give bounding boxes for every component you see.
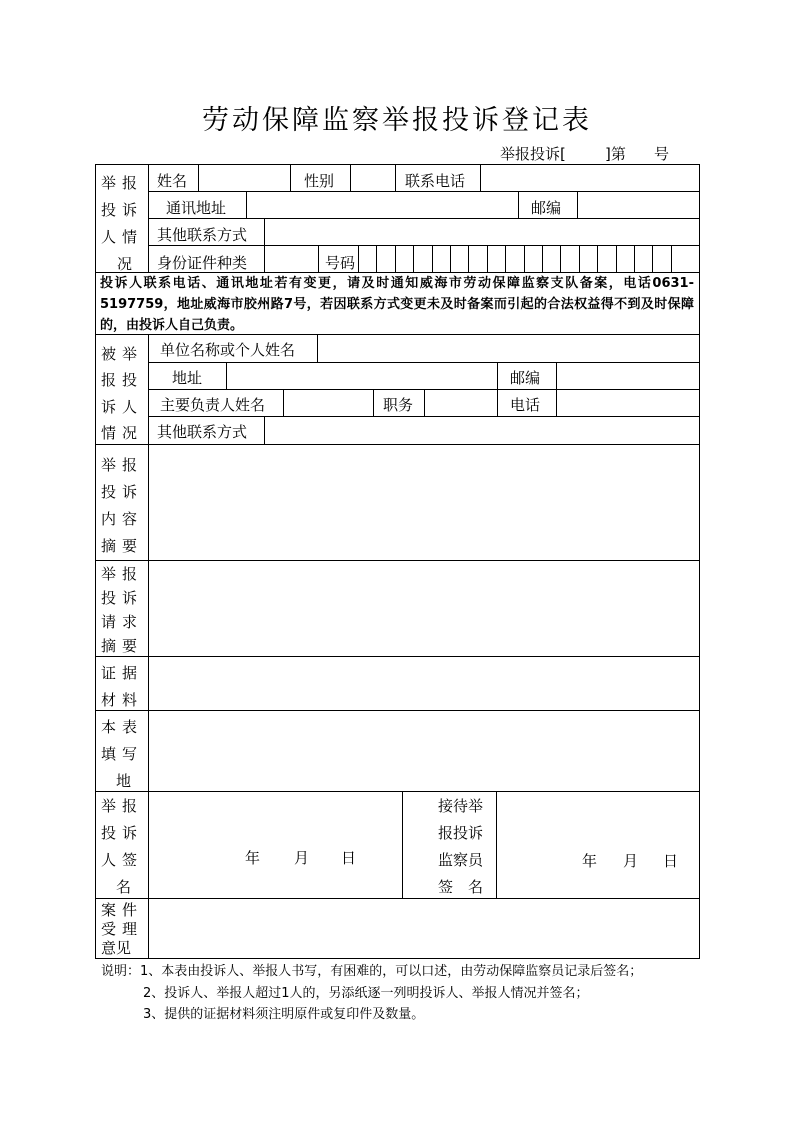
complainant-signature-label-2: 投诉 <box>101 824 144 842</box>
grid-line-vertical <box>505 245 506 273</box>
grid-line-vertical <box>226 362 227 390</box>
fill-place-label-1: 本表 <box>101 718 144 736</box>
complainant-label-2: 投诉 <box>101 201 144 219</box>
grid-line-vertical <box>290 164 291 192</box>
grid-line-vertical <box>395 164 396 192</box>
complainant-date-day: 日 <box>341 849 357 867</box>
form-title: 劳动保障监察举报投诉登记表 <box>202 105 592 136</box>
grid-line-vertical <box>671 245 672 273</box>
grid-line-vertical <box>246 191 247 219</box>
grid-line-vertical <box>577 191 578 219</box>
respondent-other-contact-label: 其他联系方式 <box>157 423 248 441</box>
name-label: 姓名 <box>157 172 188 190</box>
id-type-label: 身份证件种类 <box>157 254 248 272</box>
grid-line-horizontal <box>95 710 700 711</box>
request-label-2: 投诉 <box>101 589 144 607</box>
grid-line-horizontal <box>148 191 700 192</box>
grid-line-horizontal <box>95 791 700 792</box>
unit-name-label: 单位名称或个人姓名 <box>160 341 296 359</box>
complainant-signature-label-1: 举报 <box>101 797 144 815</box>
grid-line-horizontal <box>95 444 700 445</box>
grid-line-vertical <box>264 218 265 273</box>
note-3: 3、提供的证据材料须注明原件或复印件及数量。 <box>143 1007 425 1022</box>
grid-line-vertical <box>480 164 481 192</box>
content-label-2: 投诉 <box>101 483 144 501</box>
grid-line-horizontal <box>95 164 700 165</box>
complainant-date-month: 月 <box>294 849 310 867</box>
grid-line-vertical <box>318 245 319 273</box>
grid-line-horizontal <box>148 218 700 219</box>
fill-place-label-3: 地 <box>116 772 132 790</box>
grid-line-vertical <box>376 245 377 273</box>
case-opinion-label-3: 意见 <box>101 939 132 957</box>
gender-label: 性别 <box>304 172 335 190</box>
request-label-1: 举报 <box>101 565 144 583</box>
grid-line-vertical <box>198 164 199 192</box>
grid-line-vertical <box>358 245 359 273</box>
inspector-label-4: 签 名 <box>438 878 484 896</box>
grid-line-vertical <box>542 245 543 273</box>
respondent-phone-label: 电话 <box>510 396 541 414</box>
complainant-label-1: 举报 <box>101 174 144 192</box>
grid-line-vertical <box>468 245 469 273</box>
notice-text: 投诉人联系电话、通讯地址若有变更，请及时通知威海市劳动保障监察支队备案，电话0631-5197759，地址威海市胶州路7号，若因联系方式变更未及时备案而引起的合法权益得不到及时保障的，由投诉人自己负责。 <box>100 276 694 333</box>
grid-line-vertical <box>560 245 561 273</box>
content-label-3: 内容 <box>101 510 144 528</box>
grid-line-vertical <box>496 791 497 899</box>
respondent-address-label: 地址 <box>172 369 203 387</box>
grid-line-vertical <box>148 334 149 959</box>
content-label-4: 摘要 <box>101 537 144 555</box>
grid-line-horizontal <box>148 362 700 363</box>
complainant-date-year: 年 <box>245 849 261 867</box>
grid-line-horizontal <box>95 656 700 657</box>
serial-bracket-close: ]第 <box>605 145 626 163</box>
grid-line-vertical <box>402 791 403 899</box>
grid-line-horizontal <box>95 560 700 561</box>
evidence-label-1: 证据 <box>101 664 144 682</box>
complainant-signature-label-4: 名 <box>116 878 132 896</box>
request-label-4: 摘要 <box>101 637 144 655</box>
serial-suffix: 号 <box>654 145 670 163</box>
grid-line-vertical <box>497 362 498 417</box>
fill-place-label-2: 填写 <box>101 745 144 763</box>
complainant-signature-label-3: 人签 <box>101 851 144 869</box>
note-1: 说明：1、本表由投诉人、举报人书写，有困难的，可以口述，由劳动保障监察员记录后签名； <box>101 964 643 979</box>
request-label-3: 请求 <box>101 613 144 631</box>
grid-line-vertical <box>518 191 519 219</box>
grid-line-vertical <box>487 245 488 273</box>
case-opinion-label-1: 案件 <box>101 901 144 919</box>
complainant-label-3: 人情 <box>101 228 144 246</box>
grid-line-vertical <box>350 164 351 192</box>
inspector-date-month: 月 <box>623 852 639 870</box>
serial-prefix: 举报投诉[ <box>500 145 566 163</box>
respondent-label-3: 诉人 <box>101 398 144 416</box>
complainant-label-4: 况 <box>117 255 133 273</box>
grid-line-vertical <box>283 389 284 417</box>
grid-line-vertical <box>424 389 425 417</box>
postcode-label: 邮编 <box>531 199 562 217</box>
grid-line-vertical <box>395 245 396 273</box>
grid-line-vertical <box>579 245 580 273</box>
position-label: 职务 <box>383 396 414 414</box>
grid-line-vertical <box>264 416 265 445</box>
grid-line-vertical <box>699 164 700 959</box>
phone-label: 联系电话 <box>405 172 466 190</box>
grid-line-vertical <box>373 389 374 417</box>
inspector-date-day: 日 <box>663 852 679 870</box>
grid-line-vertical <box>450 245 451 273</box>
grid-line-vertical <box>652 245 653 273</box>
case-opinion-label-2: 受理 <box>101 920 144 938</box>
grid-line-horizontal <box>95 958 700 959</box>
grid-line-horizontal <box>148 245 700 246</box>
content-label-1: 举报 <box>101 456 144 474</box>
grid-line-vertical <box>597 245 598 273</box>
inspector-label-1: 接待举 <box>438 797 484 815</box>
grid-line-vertical <box>524 245 525 273</box>
grid-line-vertical <box>317 334 318 363</box>
grid-line-vertical <box>616 245 617 273</box>
inspector-label-3: 监察员 <box>438 851 484 869</box>
address-label: 通讯地址 <box>166 199 227 217</box>
respondent-postcode-label: 邮编 <box>510 369 541 387</box>
inspector-label-2: 报投诉 <box>438 824 484 842</box>
principal-label: 主要负责人姓名 <box>160 396 266 414</box>
grid-line-vertical <box>634 245 635 273</box>
grid-line-horizontal <box>95 898 700 899</box>
id-number-label: 号码 <box>325 254 356 272</box>
other-contact-label: 其他联系方式 <box>157 226 248 244</box>
evidence-label-2: 材料 <box>101 691 144 709</box>
grid-line-vertical <box>413 245 414 273</box>
grid-line-vertical <box>95 164 96 959</box>
grid-line-vertical <box>148 164 149 273</box>
respondent-label-4: 情况 <box>101 424 144 442</box>
respondent-label-2: 报投 <box>101 371 144 389</box>
grid-line-vertical <box>432 245 433 273</box>
respondent-label-1: 被举 <box>101 345 144 363</box>
grid-line-vertical <box>556 362 557 417</box>
inspector-date-year: 年 <box>582 852 598 870</box>
note-2: 2、投诉人、举报人超过1人的，另添纸逐一列明投诉人、举报人情况并签名； <box>143 986 589 1001</box>
